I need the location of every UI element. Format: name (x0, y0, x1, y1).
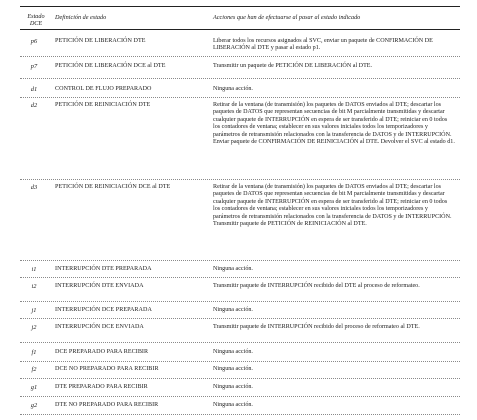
state-code: j1 (31, 307, 37, 314)
header-state-line2: DCE (29, 20, 43, 28)
row-separator (20, 396, 460, 397)
state-definition: DTE PREPARADO PARA RECIBIR (55, 384, 148, 390)
state-code: j2 (31, 324, 37, 331)
row-separator (20, 56, 460, 57)
state-definition: CONTROL DE FLUJO PREPARADO (55, 86, 152, 92)
header-state-line1: Estado (27, 13, 45, 20)
state-code: i2 (31, 283, 37, 290)
state-code: f1 (31, 349, 37, 356)
state-action: Ninguna acción. (213, 402, 253, 408)
row-separator (20, 342, 460, 343)
row-separator (20, 277, 460, 278)
state-definition: DCE PREPARADO PARA RECIBIR (55, 349, 149, 355)
state-code: p7 (30, 63, 38, 70)
header-state (22, 13, 50, 28)
state-code: i1 (31, 266, 37, 273)
row-separator (20, 318, 460, 319)
table-top-rule (20, 6, 460, 7)
state-definition: PETICIÓN DE REINICIACIÓN DTE (55, 102, 151, 108)
state-action: Ninguna acción. (213, 349, 253, 355)
header-bottom-rule (20, 29, 460, 30)
state-action: Ninguna acción. (213, 366, 253, 372)
row-separator (20, 301, 460, 302)
state-action: Ninguna acción. (213, 384, 253, 390)
state-code: g1 (30, 384, 38, 391)
header-actions: Acciones que han de efectuarse al pasar al estado indicado (213, 14, 361, 21)
state-code: d2 (30, 102, 38, 109)
row-separator (20, 78, 460, 79)
state-code: g2 (30, 402, 38, 409)
state-definition: DCE NO PREPARADO PARA RECIBIR (55, 366, 159, 372)
state-definition: PETICIÓN DE LIBERACIÓN DCE al DTE (55, 63, 166, 69)
row-separator (20, 378, 460, 379)
state-action: Retirar de la ventana (de transmisión) los paquetes de DATOS enviados al DTE; descartar los paquetes de DATOS que representan secuencias de bit M parcialmente transmitidas y descartar cualquier paquete de INTERRUPCIÓN en espera de ser transferido al DTE; reiniciar en 0 todos los contadores de ventana; establecer en sus valores iniciales todos los temporizadores y parámetros de retransmisión relacionados con la transferencia de DATOS y de INTERRUPCIÓN. Transmitir paquete de PETICIÓN de REINICIACIÓN al DTE. (213, 184, 452, 228)
state-code: f2 (31, 366, 37, 373)
state-code: p6 (30, 38, 38, 45)
state-definition: PETICIÓN DE LIBERACIÓN DTE (55, 38, 146, 44)
state-action: Liberar todos los recursos asignados al SVC, enviar un paquete de CONFIRMACIÓN DE LIBERACIÓN al DTE y pasar al estado p1. (213, 38, 433, 52)
state-definition: INTERRUPCIÓN DCE ENVIADA (55, 324, 144, 330)
state-action: Retirar de la ventana (de transmisión) los paquetes de DATOS enviados al DTE; descartar los paquetes de DATOS que representan secuencias de bit M parcialmente transmitidas y descartar cualquier paquete de INTERRUPCIÓN en espera de ser transferido al DTE; reiniciar en 0 todos los contadores de ventana; establecer en sus valores iniciales todos los temporizadores y parámetros de retransmisión relacionados con la transferencia de DATOS y de INTERRUPCIÓN. Enviar paquete de CONFIRMACIÓN DE REINICIACIÓN al DTE. Devolver el SVC al estado d1. (213, 102, 455, 146)
row-separator (20, 260, 460, 261)
state-action: Transmitir un paquete de PETICIÓN DE LIBERACIÓN al DTE. (213, 63, 373, 69)
state-definition: INTERRUPCIÓN DCE PREPARADA (55, 307, 152, 313)
state-definition: INTERRUPCIÓN DTE ENVIADA (55, 283, 144, 289)
header-definition: Definición de estado (55, 14, 107, 21)
row-separator (20, 414, 460, 415)
state-action: Ninguna acción. (213, 86, 253, 92)
state-definition: DTE NO PREPARADO PARA RECIBIR (55, 402, 159, 408)
state-action: Ninguna acción. (213, 307, 253, 313)
row-separator (20, 179, 460, 180)
row-separator (20, 361, 460, 362)
state-code: d1 (30, 86, 38, 93)
state-code: d3 (30, 184, 38, 191)
row-separator (20, 97, 460, 98)
state-definition: PETICIÓN DE REINICIACIÓN DCE al DTE (55, 184, 171, 190)
state-action: Ninguna acción. (213, 266, 253, 272)
state-action: Transmitir paquete de INTERRUPCIÓN recibido del DTE al proceso de reformateo. (213, 283, 420, 289)
state-action: Transmitir paquete de INTERRUPCIÓN recibido del proceso de reformateo al DTE. (213, 324, 420, 330)
state-definition: INTERRUPCIÓN DTE PREPARADA (55, 266, 152, 272)
